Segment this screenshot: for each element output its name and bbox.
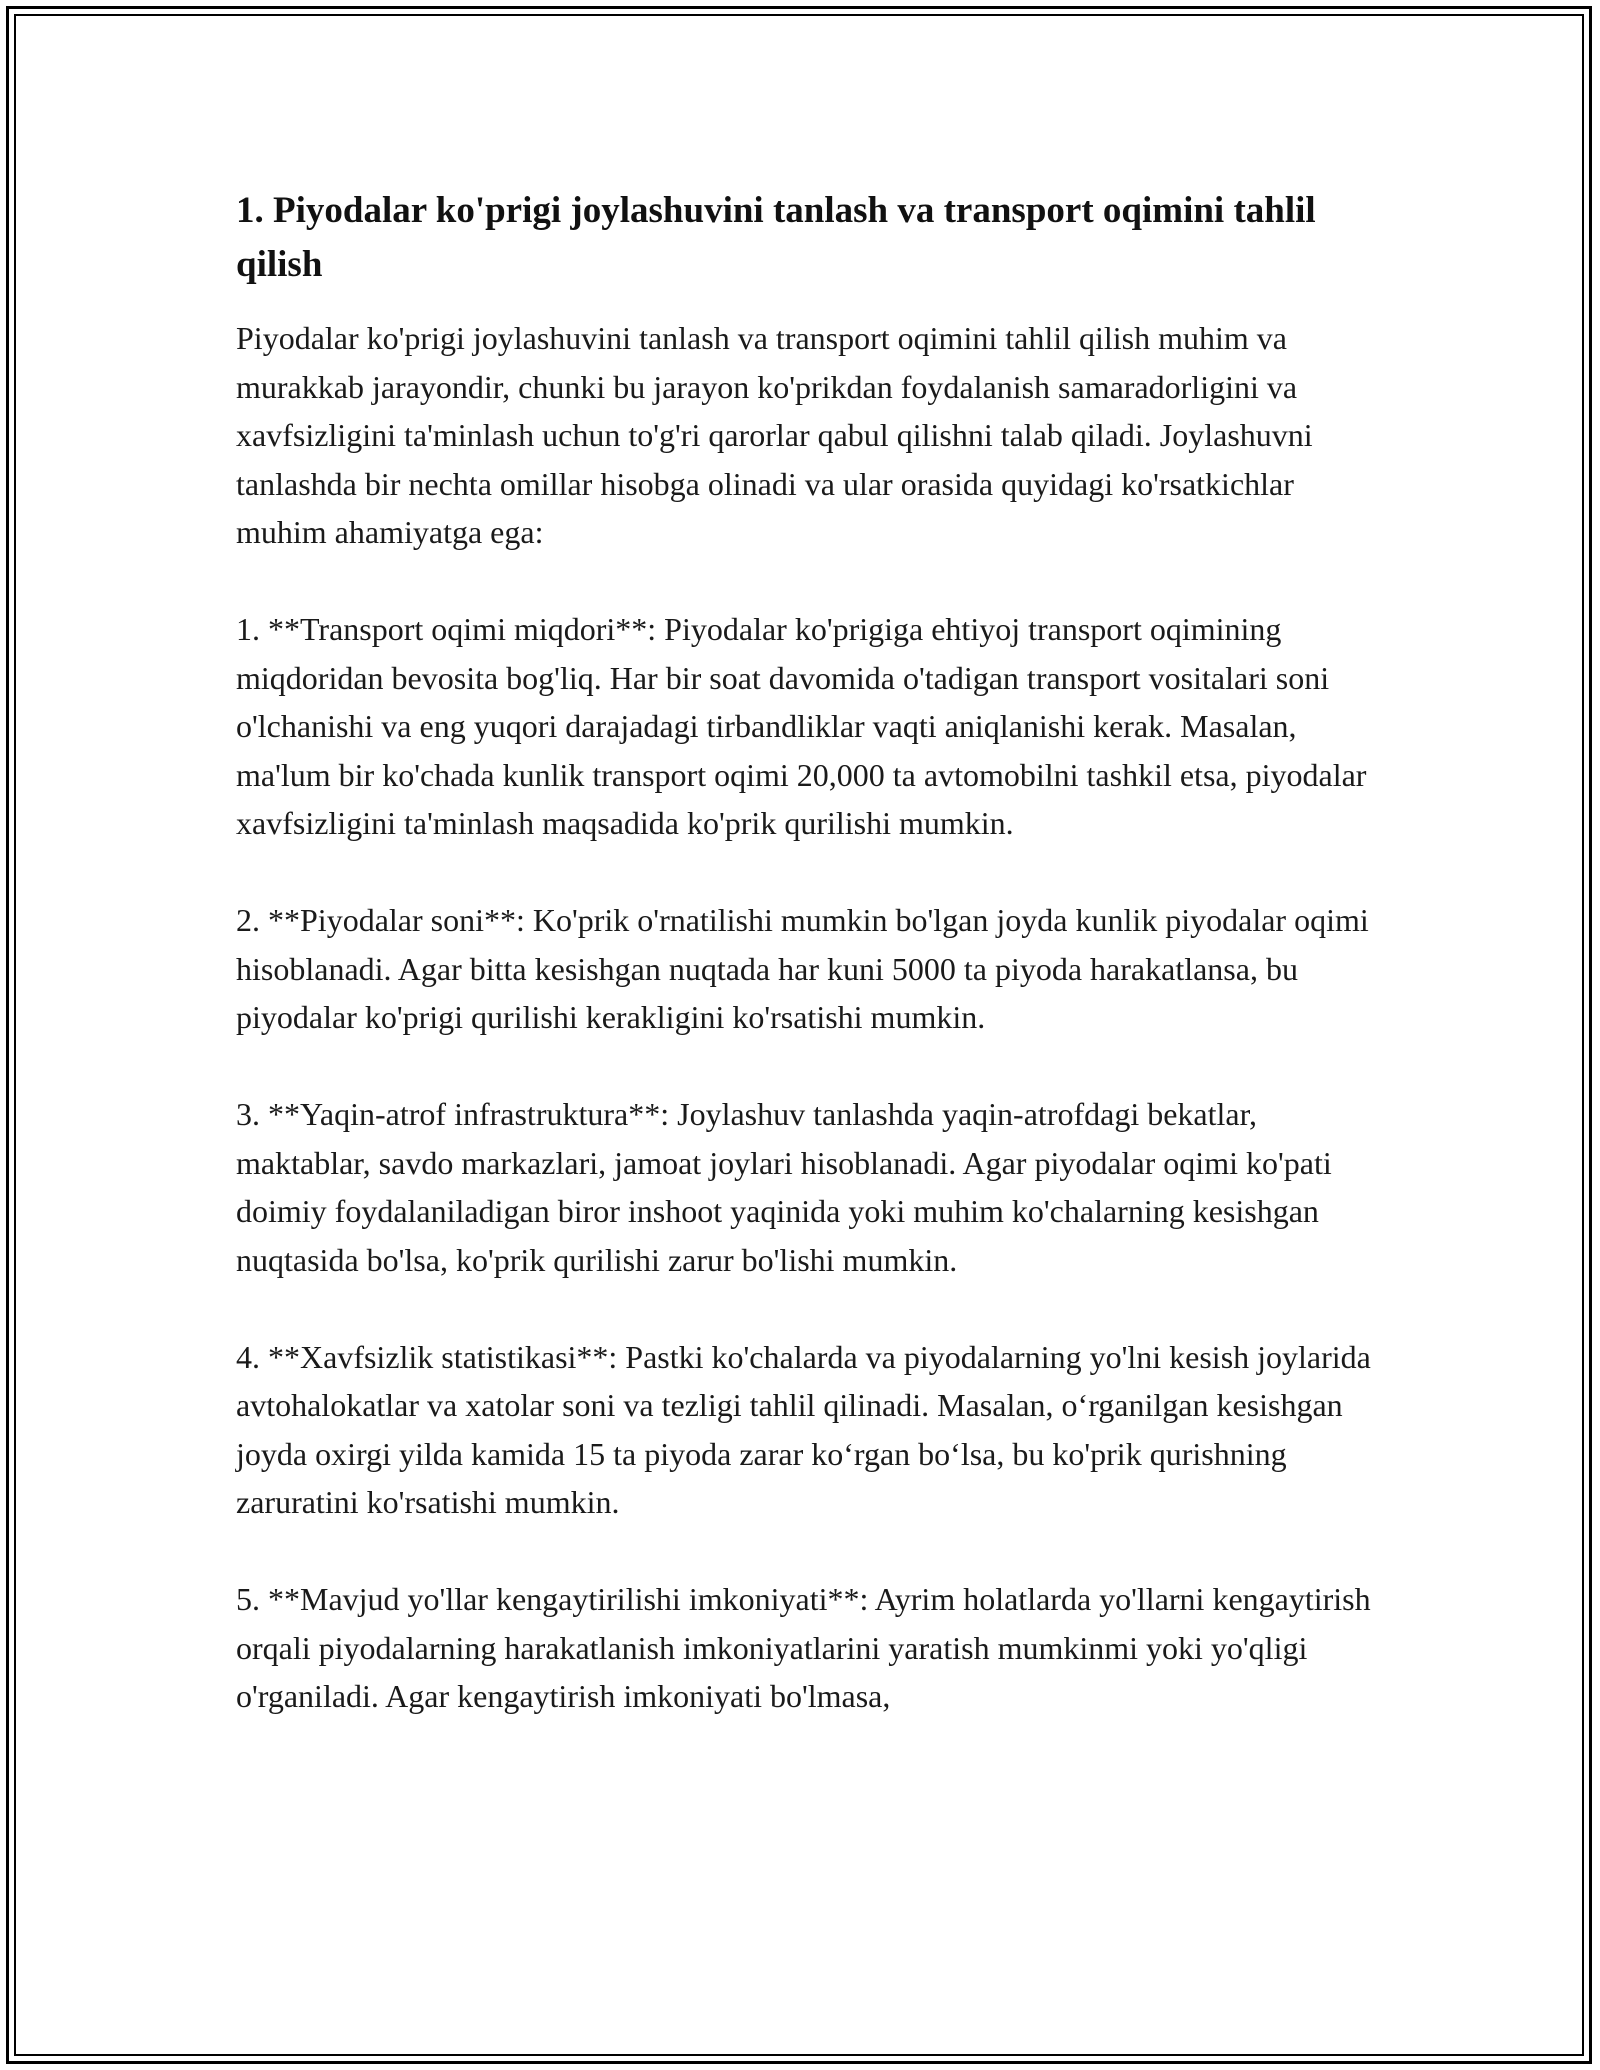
list-item-road-widening: 5. **Mavjud yo'llar kengaytirilishi imkoniyati**: Ayrim holatlarda yo'llarni kengaytirish orqali piyodalarning harakatlanish imkoniyatlarini yaratish mumkinmi yoki yo'qligi o'rganiladi. Agar kengaytirish imkoniyati bo'lmasa, bbox=[236, 1581, 1371, 1714]
document-body bbox=[236, 184, 1386, 1721]
intro-paragraph: Piyodalar ko'prigi joylashuvini tanlash va transport oqimini tahlil qilish muhim va murakkab jarayondir, chunki bu jarayon ko'prikdan foydalanish samaradorligini va xavfsizligini ta'minlash uchun to'g'ri qarorlar qabul qilishni talab qiladi. Joylashuvni tanlashda bir nechta omillar hisobga olinadi va ular orasida quyidagi ko'rsatkichlar muhim ahamiyatga ega: bbox=[236, 320, 1313, 550]
list-item-infrastructure: 3. **Yaqin-atrof infrastruktura**: Joylashuv tanlashda yaqin-atrofdagi bekatlar, maktablar, savdo markazlari, jamoat joylari hisoblanadi. Agar piyodalar oqimi ko'pati doimiy foydalaniladigan biror inshoot yaqinida yoki muhim ko'chalarning kesishgan nuqtasida bo'lsa, ko'prik qurilishi zarur bo'lishi mumkin. bbox=[236, 1096, 1332, 1278]
list-item-safety-statistics: 4. **Xavfsizlik statistikasi**: Pastki ko'chalarda va piyodalarning yo'lni kesish joylarida avtohalokatlar va xatolar soni va tezligi tahlil qilinadi. Masalan, o‘rganilgan kesishgan joyda oxirgi yilda kamida 15 ta piyoda zarar ko‘rgan bo‘lsa, bu ko'prik qurishning zaruratini ko'rsatishi mumkin. bbox=[236, 1338, 1371, 1520]
list-item-transport-flow: 1. **Transport oqimi miqdori**: Piyodalar ko'prigiga ehtiyoj transport oqimining miqdoridan bevosita bog'liq. Har bir soat davomida o'tadigan transport vositalari soni o'lchanishi va eng yuqori darajadagi tirbandliklar vaqti aniqlanishi kerak. Masalan, ma'lum bir ko'chada kunlik transport oqimi 20,000 ta avtomobilni tashkil etsa, piyodalar xavfsizligini ta'minlash maqsadida ko'prik qurilishi mumkin. bbox=[236, 611, 1367, 841]
section-heading: 1. Piyodalar ko'prigi joylashuvini tanlash va transport oqimini tahlil qilish bbox=[236, 190, 1316, 285]
list-item-pedestrian-count: 2. **Piyodalar soni**: Ko'prik o'rnatilishi mumkin bo'lgan joyda kunlik piyodalar oqimi hisoblanadi. Agar bitta kesishgan nuqtada har kuni 5000 ta piyoda harakatlansa, bu piyodalar ko'prigi qurilishi kerakligini ko'rsatishi mumkin. bbox=[236, 902, 1369, 1035]
